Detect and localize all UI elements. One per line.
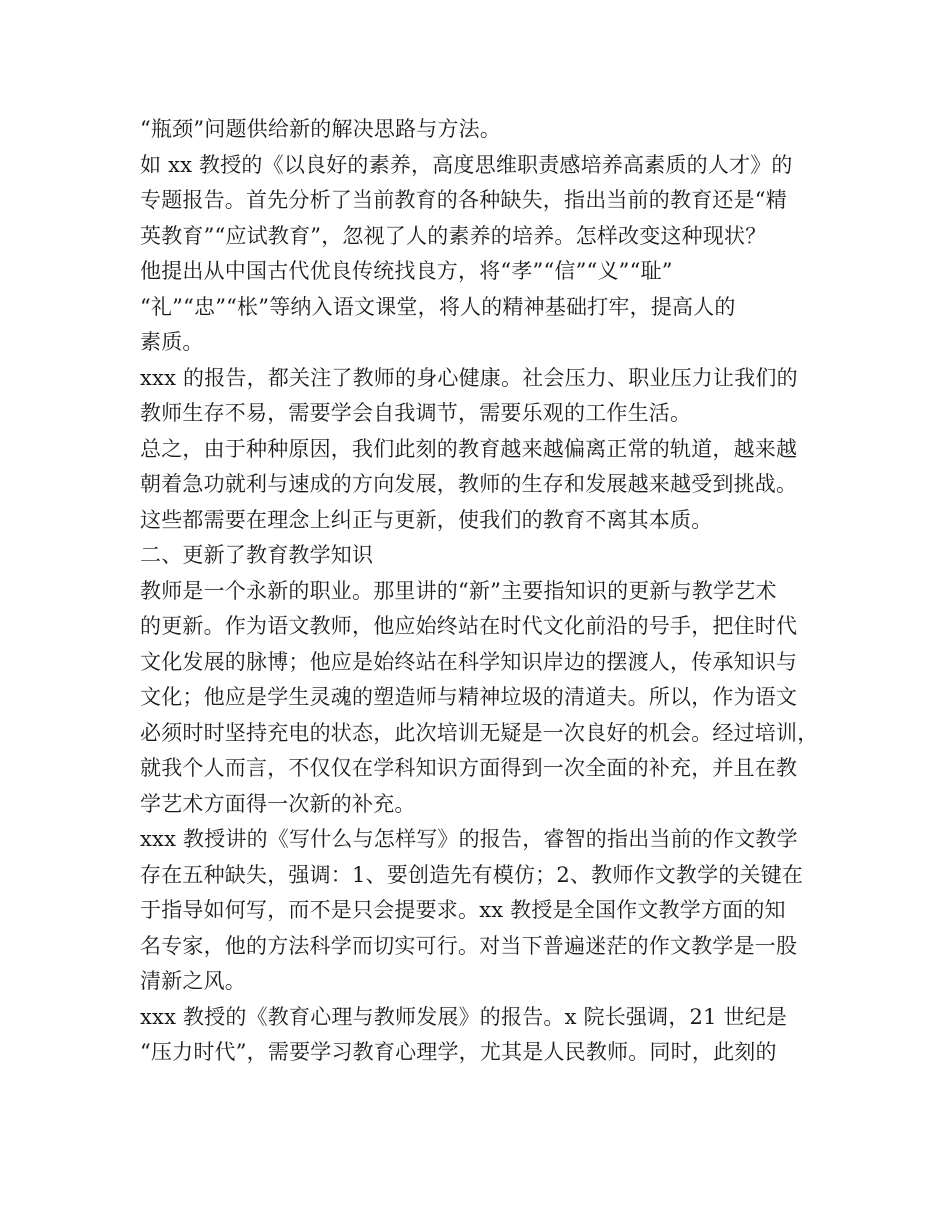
text-line: 素质。 bbox=[140, 330, 204, 354]
text-line: xxx 教授讲的《写什么与怎样写》的报告，睿智的指出当前的作文教学 bbox=[140, 827, 798, 851]
text-line: 专题报告。首先分析了当前教育的各种缺失，指出当前的教育还是“精 bbox=[140, 188, 787, 212]
text-line: 的更新。作为语文教师，他应始终站在时代文化前沿的号手，把住时代 bbox=[140, 614, 798, 638]
text-line: 总之，由于种种原因，我们此刻的教育越来越偏离正常的轨道，越来越 bbox=[140, 436, 798, 461]
text-line: 英教育”“应试教育”，忽视了人的素养的培养。怎样改变这种现状？ bbox=[140, 223, 767, 248]
text-line: 学艺术方面得一次新的补充。 bbox=[140, 791, 416, 816]
text-line: 这些都需要在理念上纠正与更新，使我们的教育不离其本质。 bbox=[140, 507, 713, 532]
text-line: 他提出从中国古代优良传统找良方，将“孝”“信”“义”“耻” bbox=[140, 259, 673, 283]
text-line: 教师生存不易，需要学会自我调节，需要乐观的工作生活。 bbox=[140, 401, 692, 425]
text-line: 教师是一个永新的职业。那里讲的“新”主要指知识的更新与教学艺术 bbox=[140, 578, 777, 603]
text-line: 名专家，他的方法科学而切实可行。对当下普遍迷茫的作文教学是一股 bbox=[140, 933, 798, 958]
text-line: 文化；他应是学生灵魂的塑造师与精神垃圾的清道夫。所以，作为语文 bbox=[140, 685, 798, 709]
text-line: “礼”“忠”“枨”等纳入语文课堂，将人的精神基础打牢，提高人的 bbox=[140, 294, 736, 319]
text-line: xxx 的报告，都关注了教师的身心健康。社会压力、职业压力让我们的 bbox=[140, 365, 798, 390]
text-line: 于指导如何写，而不是只会提要求。xx 教授是全国作文教学方面的知 bbox=[140, 898, 786, 922]
section-heading: 二、更新了教育教学知识 bbox=[140, 543, 374, 567]
text-line: 朝着急功就利与速成的方向发展，教师的生存和发展越来越受到挑战。 bbox=[140, 472, 798, 496]
text-line: 存在五种缺失，强调：1、要创造先有模仿；2、教师作文教学的关键在 bbox=[140, 862, 804, 887]
text-line: “瓶颈”问题供给新的解决思路与方法。 bbox=[140, 117, 502, 141]
text-line: “压力时代”，需要学习教育心理学，尤其是人民教师。同时，此刻的 bbox=[140, 1040, 777, 1064]
text-line: 就我个人而言，不仅仅在学科知识方面得到一次全面的补充，并且在教 bbox=[140, 756, 798, 780]
text-line: 必须时时坚持充电的状态，此次培训无疑是一次良好的机会。经过培训， bbox=[140, 720, 819, 745]
body-text bbox=[140, 112, 840, 1071]
text-line: 文化发展的脉博；他应是始终站在科学知识岸边的摆渡人，传承知识与 bbox=[140, 649, 798, 674]
text-line: xxx 教授的《教育心理与教师发展》的报告。x 院长强调，21 世纪是 bbox=[140, 1004, 788, 1029]
text-line: 清新之风。 bbox=[140, 969, 246, 993]
text-line: 如 xx 教授的《以良好的素养，高度思维职责感培养高素质的人才》的 bbox=[140, 152, 793, 177]
